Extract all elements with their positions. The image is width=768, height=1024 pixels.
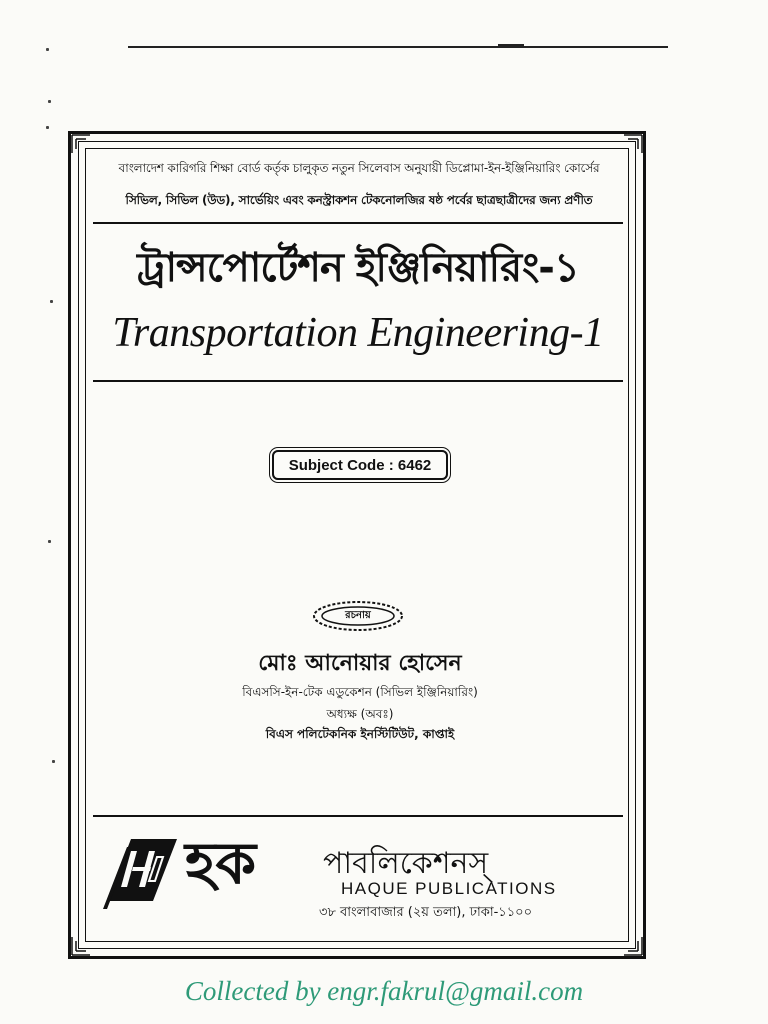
author-badge — [308, 598, 408, 634]
scan-speck — [48, 100, 51, 103]
scan-speck — [46, 126, 49, 129]
scan-speck — [50, 300, 53, 303]
syllabus-line-1: বাংলাদেশ কারিগরি শিক্ষা বোর্ড কর্তৃক চালুকৃত নতুন সিলেবাস অনুযায়ী ডিপ্লোমা-ইন-ইঞ্জিনিয়ারিং কোর্সের — [118, 161, 600, 175]
publisher-block — [93, 815, 623, 927]
author-name: মোঃ আনোয়ার হোসেন — [258, 651, 462, 676]
scan-speck — [48, 540, 51, 543]
publisher-name-bengali-main: হক — [185, 829, 257, 897]
author-institute: বিএস পলিটেকনিক ইনস্টিটিউট, কাপ্তাই — [265, 727, 455, 741]
scan-speck — [52, 760, 55, 763]
syllabus-line-2: সিভিল, সিভিল (উড), সার্ভেয়িং এবং কনস্ট্রাকশন টেকনোলজির ষষ্ঠ পর্বের ছাত্রছাত্রীদের জন্য প্রণীত — [125, 193, 593, 207]
author-role: অধ্যক্ষ (অবঃ) — [326, 707, 394, 721]
subject-code-badge: Subject Code : 6462 — [272, 450, 448, 480]
corner-ornament-icon — [622, 133, 644, 155]
title-english: Transportation Engineering-1 — [112, 310, 604, 356]
title-bengali: ট্রান্সপোর্টেশন ইঞ্জিনিয়ারিং-১ — [137, 245, 579, 291]
author-degree: বিএসসি-ইন-টেক এডুকেশন (সিভিল ইঞ্জিনিয়ারিং) — [242, 685, 478, 699]
scan-top-line-short — [498, 44, 524, 46]
title-block — [93, 222, 623, 382]
publisher-name-english: HAQUE PUBLICATIONS — [341, 879, 557, 898]
corner-ornament-icon — [622, 935, 644, 957]
hp-logo-icon — [101, 831, 179, 913]
scan-speck — [46, 48, 49, 51]
corner-ornament-icon — [70, 935, 92, 957]
author-badge-label: রচনায় — [345, 609, 371, 621]
publisher-address: ৩৮ বাংলাবাজার (২য় তলা), ঢাকা-১১০০ — [319, 905, 533, 920]
syllabus-header — [95, 152, 623, 220]
scan-top-line — [128, 46, 668, 48]
corner-ornament-icon — [70, 133, 92, 155]
publisher-name-bengali-rest: পাবলিকেশনস্ — [323, 846, 489, 881]
collector-credit: Collected by engr.fakrul@gmail.com — [184, 976, 584, 1006]
